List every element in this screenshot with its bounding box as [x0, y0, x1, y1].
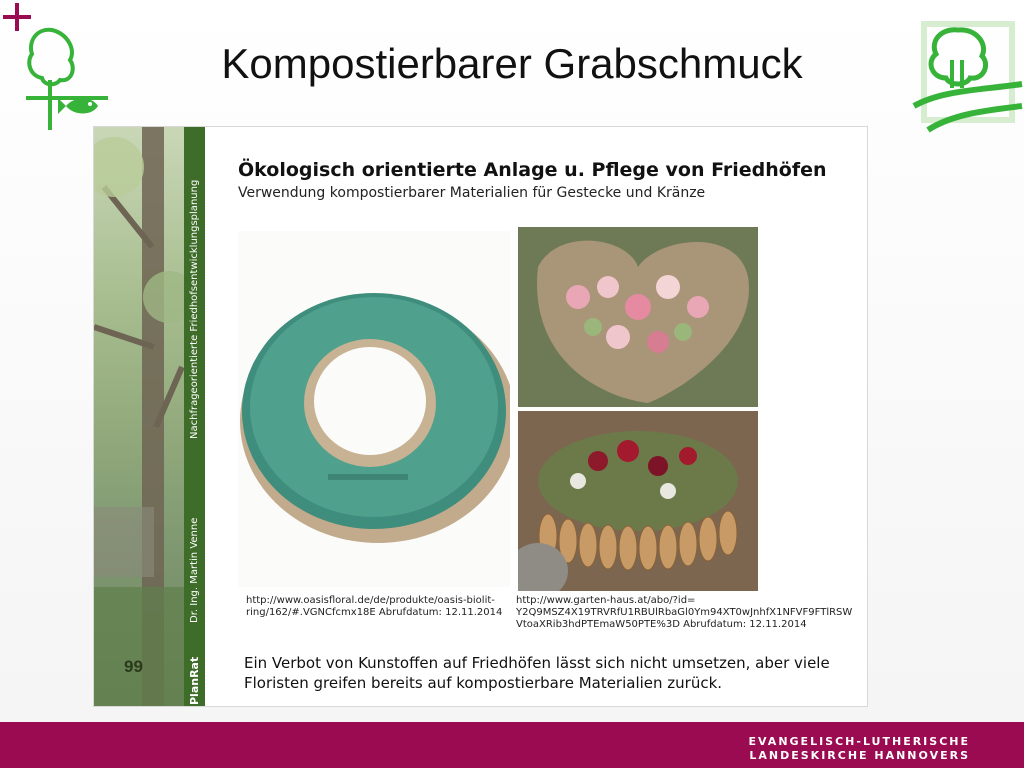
page-number: 99: [124, 657, 143, 676]
source-link-right: http://www.garten-haus.at/abo/?id= Y2Q9MSZ4X19TRVRfU1RBUlRbaGl0Ym94XT0wJnhfX1NFVF9FTlRSW VtoaXRib3hdPTEmaW50PTE%3D Abrufdatum: 12.11.2014: [516, 595, 853, 630]
pinecone-wreath-image: [518, 411, 758, 591]
org-name-line2: LANDESKIRCHE HANNOVERS: [749, 749, 970, 762]
topic-label: Nachfrageorientierte Friedhofsentwicklungsplanung: [189, 179, 200, 439]
embedded-slide: [93, 126, 868, 707]
heart-arrangement-image: [518, 227, 758, 407]
inner-heading: Ökologisch orientierte Anlage u. Pflege von Friedhöfen: [238, 159, 827, 181]
vertical-green-bar: [184, 127, 205, 706]
tree-fish-logo: [22, 22, 114, 134]
slide-title: Kompostierbarer Grabschmuck: [221, 40, 803, 87]
tree-photo: [94, 127, 184, 706]
tree-landscape-logo: [912, 20, 1024, 138]
foam-ring-image: [238, 231, 510, 587]
brand-label: PlanRat: [188, 656, 201, 705]
explanation-note: Ein Verbot von Kunstoffen auf Friedhöfen lässt sich nicht umsetzen, aber viele Floristen greifen bereits auf kompostierbare Materialien zurück.: [244, 654, 830, 692]
footer-bar: [0, 722, 1024, 768]
source-link-left: http://www.oasisfloral.de/de/produkte/oasis-biolit- ring/162/#.VGNCfcmx18E Abrufdatum: 12.11.2014: [246, 595, 503, 618]
inner-subheading: Verwendung kompostierbarer Materialien für Gestecke und Kränze: [238, 185, 706, 201]
author-label: Dr. Ing. Martin Venne: [189, 517, 200, 623]
org-name-line1: EVANGELISCH-LUTHERISCHE: [748, 735, 970, 748]
tree-photo-strip: [94, 127, 184, 706]
